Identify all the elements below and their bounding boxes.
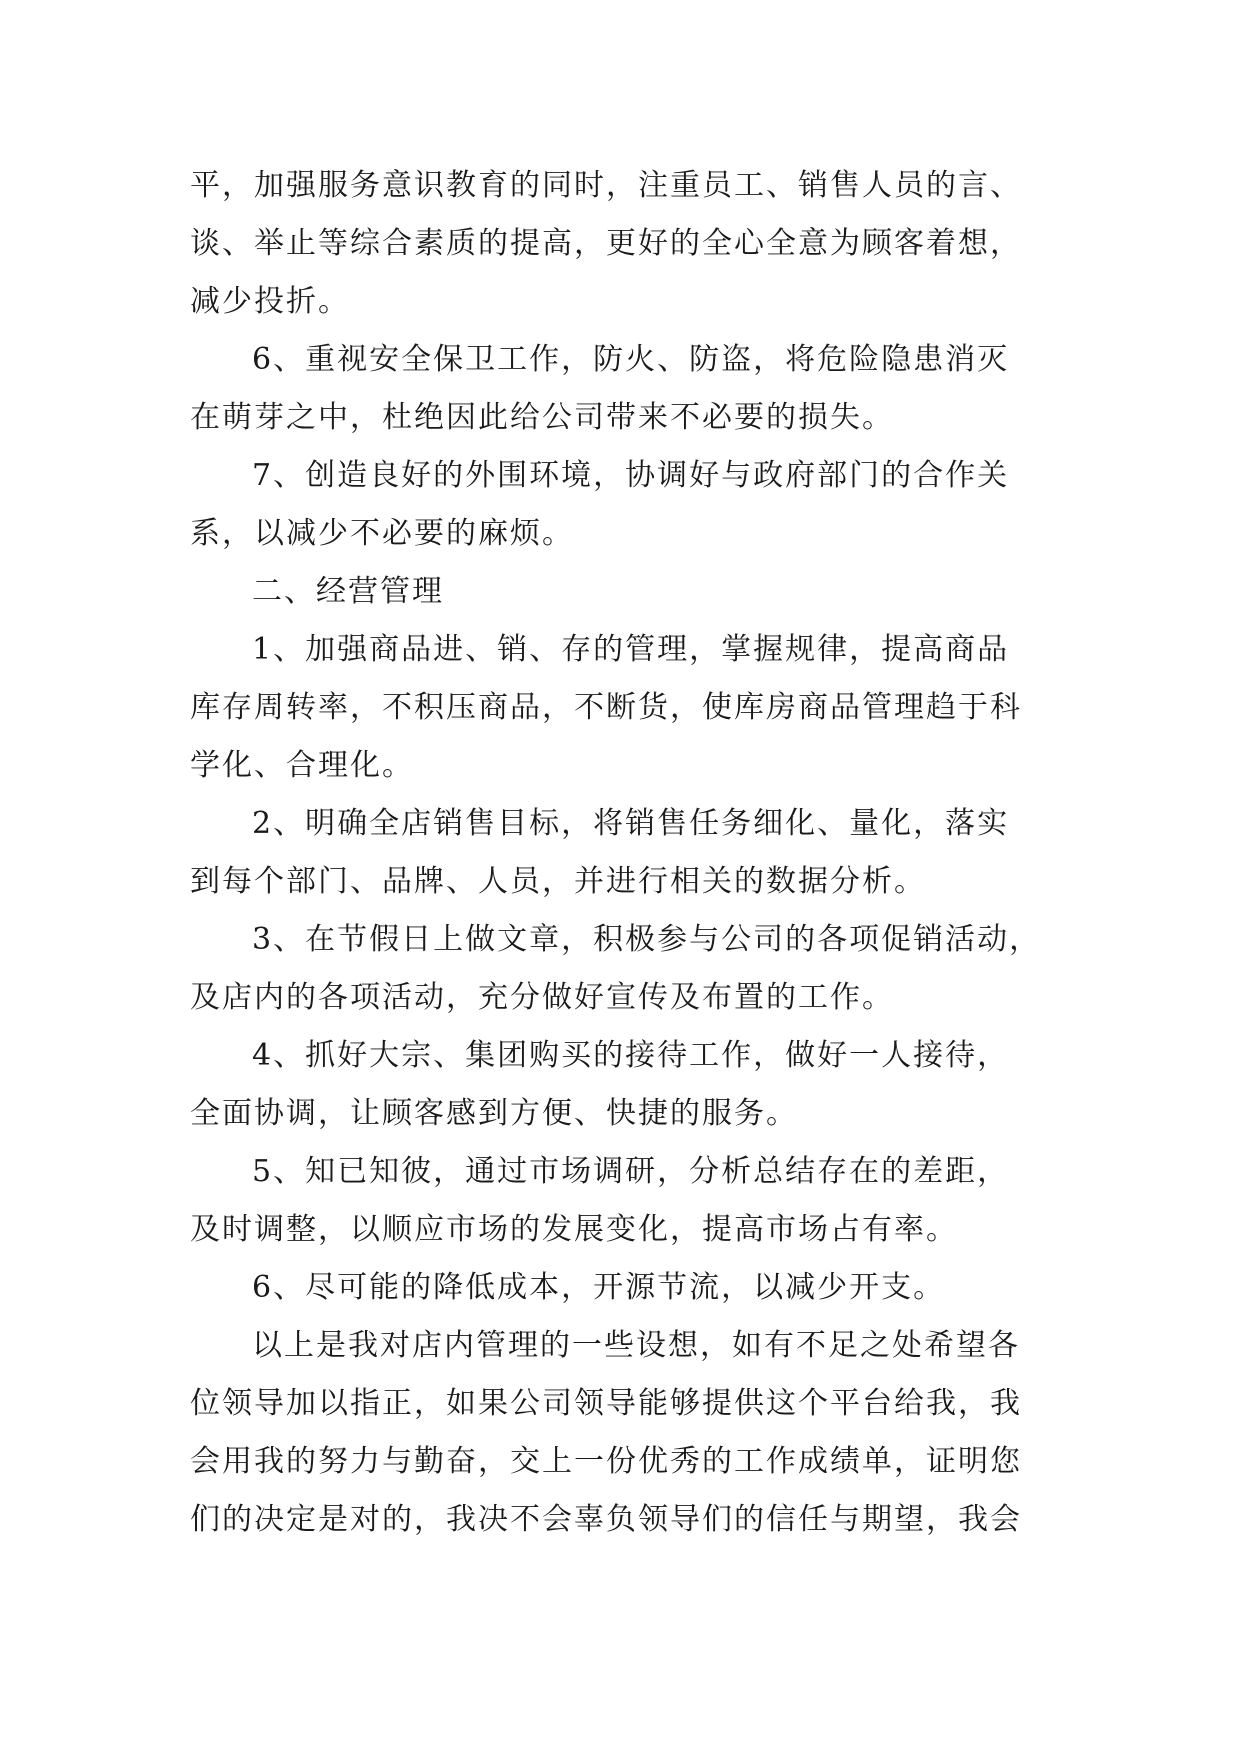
text-line-20: 6、尽可能的降低成本，开源节流，以减少开支。	[252, 1270, 946, 1305]
text-line-4: 6、重视安全保卫工作，防火、防盗，将危险隐患消灭	[252, 342, 1010, 377]
text-line-16: 4、抓好大宗、集团购买的接待工作，做好一人接待，	[252, 1038, 1010, 1073]
text-line-3: 减少投折。	[190, 284, 350, 319]
text-line-10: 库存周转率，不积压商品，不断货，使库房商品管理趋于科	[190, 690, 1022, 725]
text-line-7: 系，以减少不必要的麻烦。	[190, 516, 574, 551]
text-line-24: 们的决定是对的，我决不会辜负领导们的信任与期望，我会	[190, 1502, 1022, 1537]
text-line-12: 2、明确全店销售目标，将销售任务细化、量化，落实	[252, 806, 1010, 841]
text-line-9: 1、加强商品进、销、存的管理，掌握规律，提高商品	[252, 632, 1010, 667]
text-line-14: 3、在节假日上做文章，积极参与公司的各项促销活动，	[252, 922, 1042, 957]
text-line-6: 7、创造良好的外围环境，协调好与政府部门的合作关	[252, 458, 1010, 493]
text-line-11: 学化、合理化。	[190, 748, 414, 783]
text-line-5: 在萌芽之中，杜绝因此给公司带来不必要的损失。	[190, 400, 894, 435]
document-body	[190, 157, 1070, 1549]
text-line-19: 及时调整，以顺应市场的发展变化，提高市场占有率。	[190, 1212, 958, 1247]
text-line-2: 谈、举止等综合素质的提高，更好的全心全意为顾客着想，	[190, 226, 1022, 261]
text-line-23: 会用我的努力与勤奋，交上一份优秀的工作成绩单，证明您	[190, 1444, 1022, 1479]
text-line-18: 5、知已知彼，通过市场调研，分析总结存在的差距，	[252, 1154, 1010, 1189]
text-line-21: 以上是我对店内管理的一些设想，如有不足之处希望各	[252, 1328, 1020, 1363]
text-line-15: 及店内的各项活动，充分做好宣传及布置的工作。	[190, 980, 894, 1015]
section-heading: 二、经营管理	[252, 574, 444, 609]
text-line-22: 位领导加以指正，如果公司领导能够提供这个平台给我，我	[190, 1386, 1022, 1421]
text-line-13: 到每个部门、品牌、人员，并进行相关的数据分析。	[190, 864, 926, 899]
text-line-1: 平，加强服务意识教育的同时，注重员工、销售人员的言、	[190, 168, 1022, 203]
text-line-17: 全面协调，让顾客感到方便、快捷的服务。	[190, 1096, 798, 1131]
